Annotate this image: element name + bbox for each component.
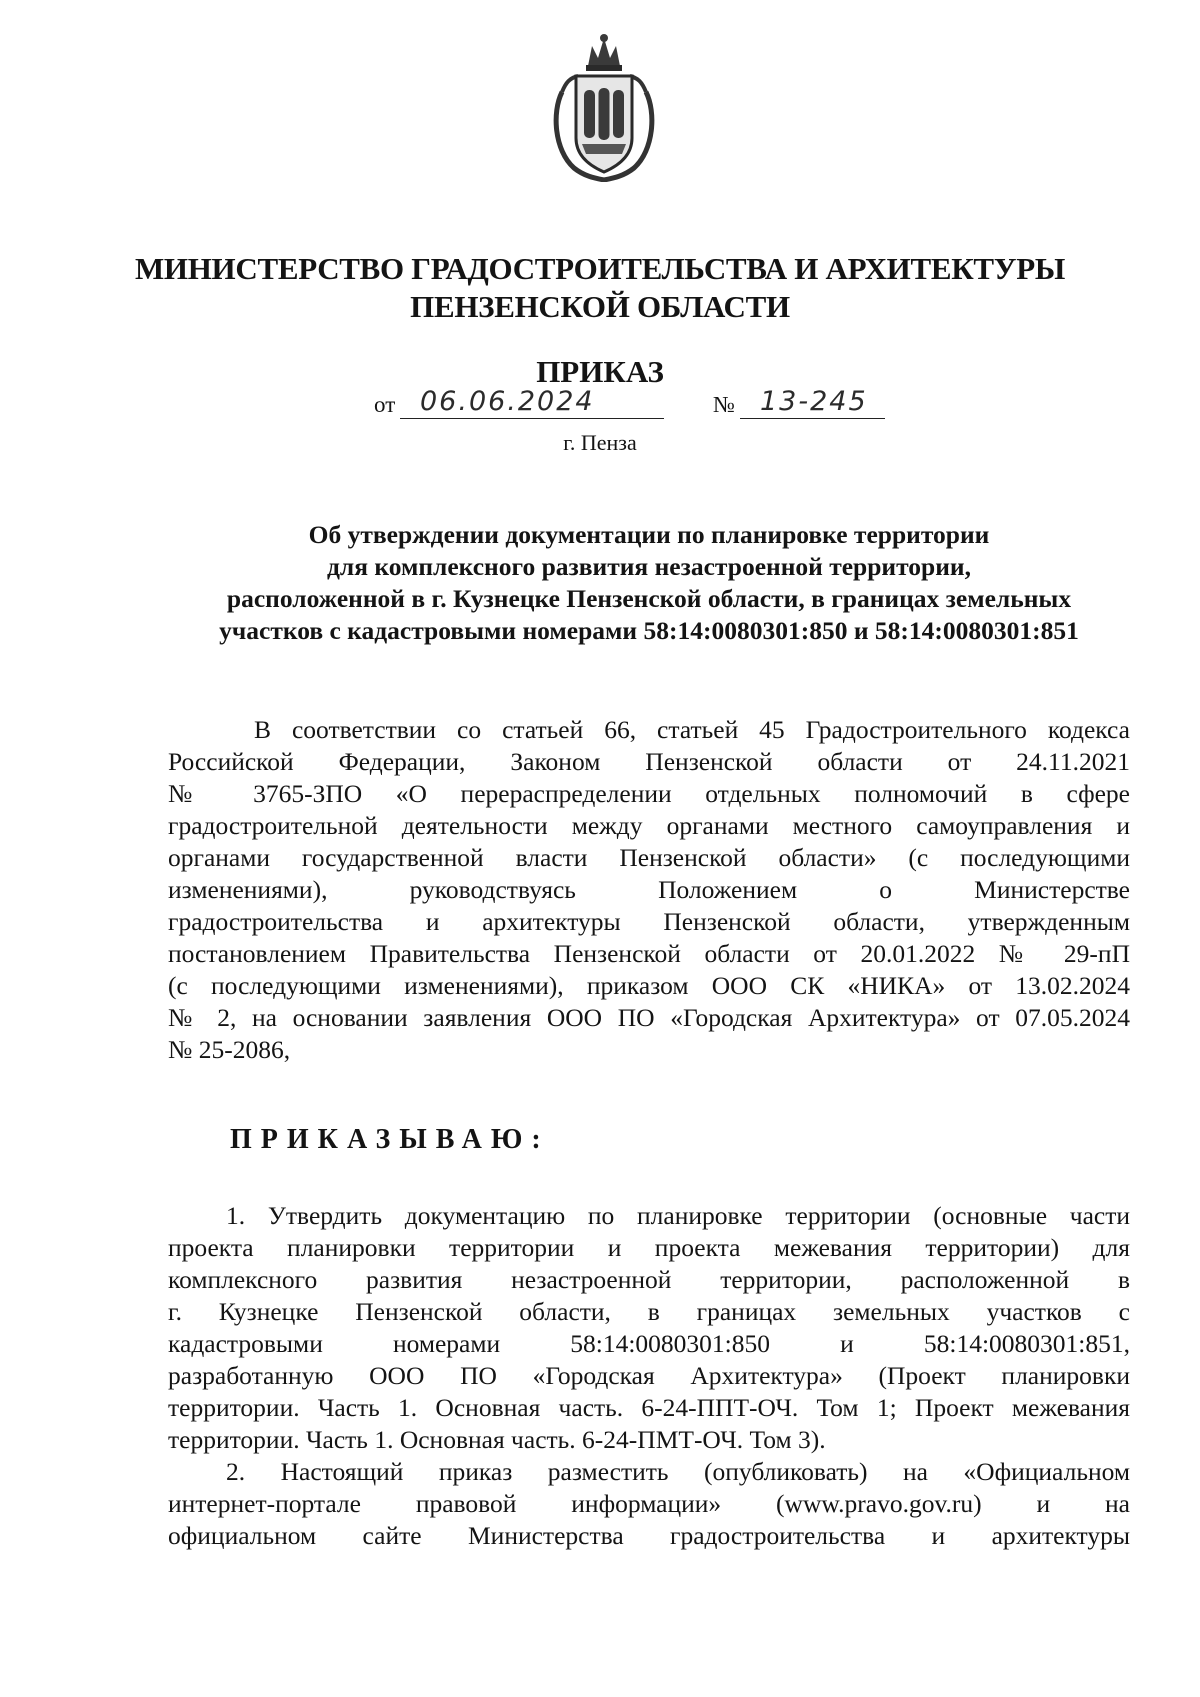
order-directive-heading: ПРИКАЗЫВАЮ: (230, 1124, 550, 1155)
order-number: 13-245 (760, 386, 868, 417)
subject-line: расположенной в г. Кузнецке Пензенской области, в границах земельных (226, 584, 1072, 613)
item1-line: кадастровыми номерами 58:14:0080301:850 и 58:14:0080301:851, (168, 1329, 1130, 1358)
preamble-line: органами государственной власти Пензенской области» (с последующими (168, 843, 1130, 872)
subject-line: участков с кадастровыми номерами 58:14:0080301:850 и 58:14:0080301:851 (219, 616, 1079, 645)
order-date-number (0, 386, 1200, 426)
order-title: ПРИКАЗ (536, 354, 664, 389)
preamble-line: (с последующими изменениями), приказом ООО СК «НИКА» от 13.02.2024 (168, 971, 1130, 1000)
ministry-name-line2: ПЕНЗЕНСКОЙ ОБЛАСТИ (410, 289, 790, 324)
item1-line: разработанную ООО ПО «Городская Архитектура» (Проект планировки (168, 1361, 1130, 1390)
preamble-line: Российской Федерации, Законом Пензенской области от 24.11.2021 (168, 747, 1130, 776)
preamble-line: В соответствии со статьей 66, статьей 45 Градостроительного кодекса (254, 715, 1130, 744)
preamble-line: градостроительства и архитектуры Пензенской области, утвержденным (168, 907, 1130, 936)
item1-line: проекта планировки территории и проекта межевания территории) для (168, 1233, 1130, 1262)
number-underline (740, 418, 885, 419)
ministry-name-line1: МИНИСТЕРСТВО ГРАДОСТРОИТЕЛЬСТВА И АРХИТЕКТУРЫ (134, 251, 1066, 286)
item1-line: территории. Часть 1. Основная часть. 6-24-ПМТ-ОЧ. Том 3). (168, 1425, 826, 1454)
preamble-line: № 3765-ЗПО «О перераспределении отдельных полномочий в сфере (168, 779, 1130, 808)
preamble-line: № 25-2086, (168, 1035, 291, 1064)
preamble-paragraph (168, 714, 1130, 1066)
preamble-line: градостроительной деятельности между органами местного самоуправления и (168, 811, 1130, 840)
subject-line: для комплексного развития незастроенной территории, (327, 552, 971, 581)
item1-line: территории. Часть 1. Основная часть. 6-24-ППТ-ОЧ. Том 1; Проект межевания (168, 1393, 1130, 1422)
item1-line: комплексного развития незастроенной территории, расположенной в (168, 1265, 1130, 1294)
order-subject (168, 519, 1130, 647)
order-city: г. Пенза (563, 430, 637, 455)
number-label: № (713, 392, 735, 417)
date-underline (400, 418, 664, 419)
preamble-line: № 2, на основании заявления ООО ПО «Городская Архитектура» от 07.05.2024 (168, 1003, 1130, 1032)
date-label: от (374, 392, 396, 417)
item1-line: г. Кузнецке Пензенской области, в границах земельных участков с (168, 1297, 1130, 1326)
subject-line: Об утверждении документации по планировке территории (308, 520, 990, 549)
item2-line: интернет-портале правовой информации» (www.pravo.gov.ru) и на (168, 1489, 1130, 1518)
ministry-name (0, 250, 1200, 326)
preamble-line: постановлением Правительства Пензенской области от 20.01.2022 № 29-пП (168, 939, 1130, 968)
item2-line: официальном сайте Министерства градостроительства и архитектуры (168, 1521, 1130, 1550)
order-date: 06.06.2024 (420, 386, 595, 417)
order-items (168, 1200, 1130, 1552)
coat-of-arms-icon (548, 32, 660, 182)
item2-line: 2. Настоящий приказ разместить (опубликовать) на «Официальном (226, 1457, 1130, 1486)
preamble-line: изменениями), руководствуясь Положением о Министерстве (168, 875, 1130, 904)
item1-line: 1. Утвердить документацию по планировке территории (основные части (226, 1201, 1130, 1230)
